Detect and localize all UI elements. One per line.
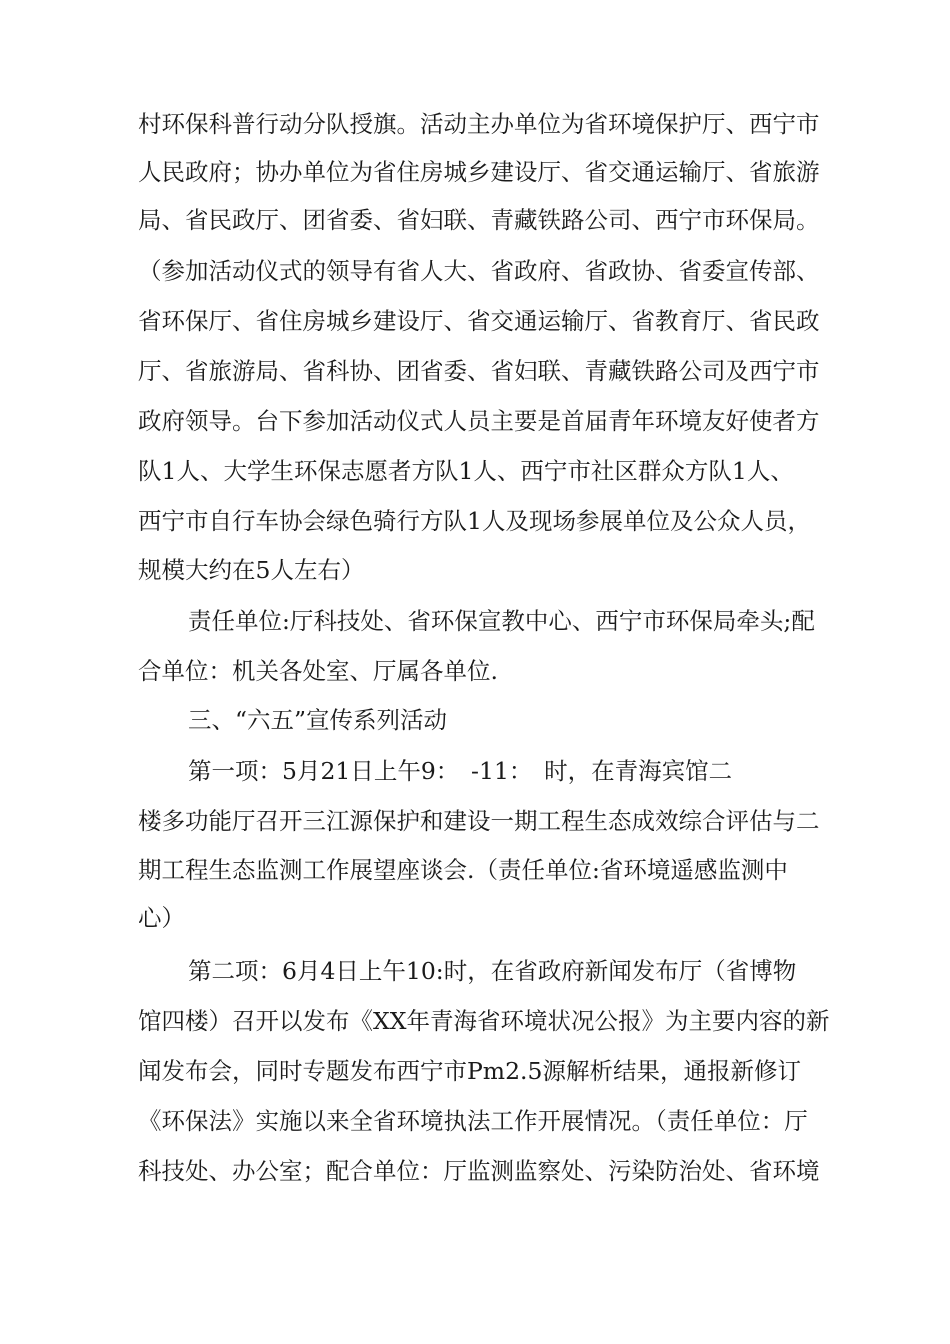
text-line: 合单位：机关各处室、厅属各单位. [138, 657, 498, 685]
text-line: 人民政府；协办单位为省住房城乡建设厅、省交通运输厅、省旅游 [138, 158, 820, 186]
text-line: 《环保法》实施以来全省环境执法工作开展情况。（责任单位：厅 [138, 1107, 808, 1135]
text-line: 期工程生态监测工作展望座谈会.（责任单位:省环境遥感监测中 [138, 856, 788, 884]
section-heading: 三、“六五”宣传系列活动 [188, 706, 448, 734]
text-line: 科技处、办公室；配合单位：厅监测监察处、污染防治处、省环境 [138, 1157, 820, 1185]
text-line: 责任单位:厅科技处、省环保宣教中心、西宁市环保局牵头;配 [188, 607, 815, 635]
text-line: 西宁市自行车协会绿色骑行方队1人及现场参展单位及公众人员， [138, 507, 811, 535]
text-line: 厅、省旅游局、省科协、团省委、省妇联、青藏铁路公司及西宁市 [138, 357, 820, 385]
text-line: 第二项：6月4日上午10:时，在省政府新闻发布厅（省博物 [188, 957, 797, 985]
text-line: 闻发布会，同时专题发布西宁市Pm2.5源解析结果，通报新修订 [138, 1057, 801, 1085]
text-line: 馆四楼）召开以发布《XX年青海省环境状况公报》为主要内容的新 [138, 1007, 830, 1035]
text-line: 局、省民政厅、团省委、省妇联、青藏铁路公司、西宁市环保局。 [138, 206, 820, 234]
text-line: 政府领导。台下参加活动仪式人员主要是首届青年环境友好使者方 [138, 407, 820, 435]
text-line: 规模大约在5人左右） [138, 556, 365, 584]
text-line: 队1人、大学生环保志愿者方队1人、西宁市社区群众方队1人、 [138, 457, 794, 485]
text-line: 村环保科普行动分队授旗。活动主办单位为省环境保护厅、西宁市 [138, 110, 820, 138]
text-line: （参加活动仪式的领导有省人大、省政府、省政协、省委宣传部、 [138, 257, 820, 285]
text-line: 心） [138, 904, 185, 932]
text-line: 楼多功能厅召开三江源保护和建设一期工程生态成效综合评估与二 [138, 807, 820, 835]
text-line: 省环保厅、省住房城乡建设厅、省交通运输厅、省教育厅、省民政 [138, 307, 820, 335]
text-line: 第一项：5月21日上午9： -11： 时，在青海宾馆二 [188, 757, 733, 785]
